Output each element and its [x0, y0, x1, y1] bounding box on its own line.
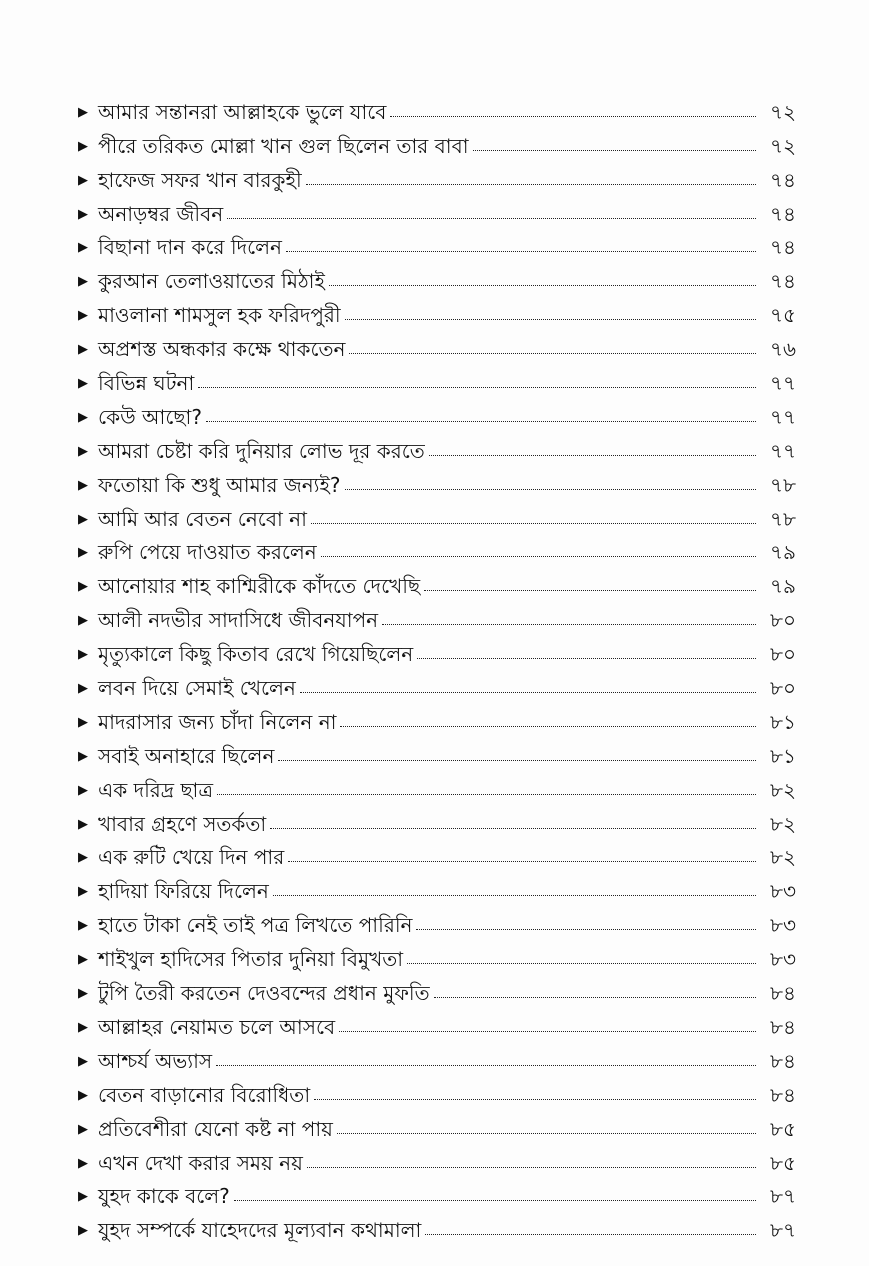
toc-entry [78, 698, 796, 732]
toc-entry [78, 257, 796, 294]
arrow-bullet-icon: ▶ [78, 274, 88, 290]
toc-entry-title: লবন দিয়ে সেমাই খেলেন [98, 676, 296, 701]
toc-entry-title: প্রতিবেশীরা যেনো কষ্ট না পায় [98, 1116, 333, 1141]
toc-entry [78, 224, 796, 258]
toc-entry-page-number: ৮০ [770, 608, 796, 633]
toc-entry-page-number: ৭৬ [769, 337, 796, 362]
dotted-leader [340, 726, 756, 727]
arrow-bullet-icon: ▶ [78, 1155, 88, 1171]
arrow-bullet-icon: ▶ [78, 138, 88, 154]
arrow-bullet-icon: ▶ [78, 240, 88, 256]
toc-entry [78, 291, 796, 328]
arrow-bullet-icon: ▶ [78, 1121, 88, 1137]
arrow-bullet-icon: ▶ [78, 1019, 88, 1035]
toc-entry-page-number: ৮৪ [770, 1048, 796, 1073]
dotted-leader [273, 895, 756, 896]
toc-entry-title: মৃত্যুকালে কিছু কিতাব রেখে গিয়েছিলেন [98, 642, 414, 667]
toc-entry-title: পীরে তরিকত মোল্লা খান গুল ছিলেন তার বাবা [98, 133, 469, 158]
toc-entry-title: আমি আর বেতন নেবো না [98, 506, 307, 531]
toc-entry-title: এখন দেখা করার সময় নয় [98, 1150, 303, 1175]
arrow-bullet-icon: ▶ [78, 1087, 88, 1103]
toc-entry [78, 562, 796, 599]
toc-entry-title: এক রুটি খেয়ে দিন পার [98, 845, 285, 870]
toc-entry [78, 800, 796, 834]
toc-entry-title: এক দরিদ্র ছাত্র [98, 777, 214, 802]
arrow-bullet-icon: ▶ [78, 986, 88, 1002]
toc-entry-page-number: ৭৪ [770, 235, 796, 260]
toc-entry-page-number: ৭৮ [770, 506, 796, 531]
toc-entry-page-number: ৭৪ [770, 167, 796, 192]
toc-entry [78, 630, 796, 667]
dotted-leader [321, 556, 756, 557]
toc-entry-title: আনোয়ার শাহ কাশ্মিরীকে কাঁদতে দেখেছি [98, 574, 421, 599]
toc-entry-page-number: ৭৫ [770, 303, 796, 328]
dotted-leader [217, 794, 756, 795]
arrow-bullet-icon: ▶ [78, 545, 88, 561]
toc-entry [78, 867, 796, 904]
arrow-bullet-icon: ▶ [78, 952, 88, 968]
toc-entry-title: অনাড়ম্বর জীবন [98, 201, 224, 226]
dotted-leader [278, 760, 756, 761]
toc-entry-page-number: ৮৭ [770, 1184, 796, 1209]
dotted-leader [307, 1167, 756, 1168]
toc-entry [78, 834, 796, 868]
toc-entry-page-number: ৮০ [770, 642, 796, 667]
dotted-leader [416, 929, 756, 930]
arrow-bullet-icon: ▶ [78, 206, 88, 222]
arrow-bullet-icon: ▶ [78, 748, 88, 764]
toc-entry [78, 766, 796, 800]
dotted-leader [314, 1099, 756, 1100]
dotted-leader [300, 692, 756, 693]
arrow-bullet-icon: ▶ [78, 816, 88, 832]
toc-entry-page-number: ৭৭ [769, 438, 796, 463]
toc-entry-title: কুরআন তেলাওয়াতের মিঠাই [98, 269, 325, 294]
dotted-leader [349, 353, 756, 354]
toc-entry-page-number: ৮৩ [770, 947, 796, 972]
dotted-leader [429, 455, 756, 456]
toc-entry-page-number: ৭৮ [770, 472, 796, 497]
toc-entry-title: বিভিন্ন ঘটনা [98, 371, 195, 396]
dotted-leader [407, 963, 756, 964]
dotted-leader [270, 828, 756, 829]
toc-entry [78, 529, 796, 563]
dotted-leader [306, 184, 756, 185]
dotted-leader [227, 218, 756, 219]
dotted-leader [286, 251, 756, 252]
arrow-bullet-icon: ▶ [78, 409, 88, 425]
toc-entry-page-number: ৮৪ [770, 1082, 796, 1107]
toc-entry-title: টুপি তৈরী করতেন দেওবন্দের প্রধান মুফতি [98, 981, 430, 1006]
arrow-bullet-icon: ▶ [78, 579, 88, 595]
toc-entry [78, 122, 796, 156]
toc-entry-page-number: ৮১ [770, 743, 796, 768]
toc-entry-title: হাদিয়া ফিরিয়ে দিলেন [98, 879, 269, 904]
toc-entry [78, 495, 796, 529]
toc-entry [78, 1003, 796, 1037]
toc-entry-title: খাবার গ্রহণে সতর্কতা [98, 811, 267, 836]
toc-entry [78, 1173, 796, 1207]
dotted-leader [424, 590, 756, 591]
dotted-leader [216, 1065, 756, 1066]
toc-entry [78, 393, 796, 427]
toc-entry-page-number: ৮২ [770, 777, 796, 802]
toc-entry [78, 156, 796, 190]
dotted-leader [329, 285, 756, 286]
toc-entry-page-number: ৮৪ [770, 981, 796, 1006]
toc-entry-page-number: ৮৩ [770, 913, 796, 938]
dotted-leader [339, 1031, 756, 1032]
toc-entry-title: কেউ আছো? [98, 404, 202, 429]
toc-entry-title: আমরা চেষ্টা করি দুনিয়ার লোভ দূর করতে [98, 438, 425, 463]
toc-entry-page-number: ৮৫ [770, 1116, 796, 1141]
dotted-leader [345, 319, 756, 320]
arrow-bullet-icon: ▶ [78, 681, 88, 697]
dotted-leader [234, 1200, 756, 1201]
dotted-leader [390, 116, 756, 117]
dotted-leader [382, 624, 756, 625]
toc-entry-title: শাইখুল হাদিসের পিতার দুনিয়া বিমুখতা [98, 947, 404, 972]
dotted-leader [345, 489, 757, 490]
toc-entry [78, 1139, 796, 1173]
toc-entry-page-number: ৭৯ [770, 540, 796, 565]
toc-entry-title: সবাই অনাহারে ছিলেন [98, 743, 275, 768]
arrow-bullet-icon: ▶ [78, 782, 88, 798]
toc-entry-page-number: ৮৪ [770, 1014, 796, 1039]
dotted-leader [417, 658, 756, 659]
toc-entry-page-number: ৮২ [770, 811, 796, 836]
dotted-leader [473, 150, 756, 151]
toc-entry-page-number: ৮৫ [770, 1150, 796, 1175]
toc-entry [78, 969, 796, 1006]
arrow-bullet-icon: ▶ [78, 477, 88, 493]
arrow-bullet-icon: ▶ [78, 647, 88, 663]
toc-entry [78, 1037, 796, 1071]
toc-entry-title: আমার সন্তানরা আল্লাহকে ভুলে যাবে [98, 99, 387, 124]
toc-entry [78, 1105, 796, 1139]
dotted-leader [425, 1234, 756, 1235]
arrow-bullet-icon: ▶ [78, 308, 88, 324]
toc-entry [78, 1071, 796, 1105]
toc-entry [78, 359, 796, 396]
table-of-contents [78, 88, 796, 1243]
arrow-bullet-icon: ▶ [78, 714, 88, 730]
toc-entry [78, 664, 796, 701]
toc-entry [78, 190, 796, 224]
arrow-bullet-icon: ▶ [78, 1053, 88, 1069]
toc-entry [78, 935, 796, 972]
toc-entry-title: বেতন বাড়ানোর বিরোধিতা [98, 1082, 311, 1107]
toc-entry [78, 427, 796, 461]
toc-entry-page-number: ৭৪ [770, 201, 796, 226]
arrow-bullet-icon: ▶ [78, 342, 88, 358]
toc-entry-page-number: ৮৭ [770, 1218, 796, 1243]
arrow-bullet-icon: ▶ [78, 511, 88, 527]
toc-entry-title: হাতে টাকা নেই তাই পত্র লিখতে পারিনি [98, 913, 413, 938]
toc-entry-page-number: ৮০ [770, 676, 796, 701]
toc-entry-page-number: ৮২ [770, 845, 796, 870]
arrow-bullet-icon: ▶ [78, 884, 88, 900]
arrow-bullet-icon: ▶ [78, 918, 88, 934]
dotted-leader [311, 523, 756, 524]
toc-entry [78, 732, 796, 766]
dotted-leader [198, 387, 756, 388]
dotted-leader [434, 997, 756, 998]
toc-entry-title: যুহদ সম্পর্কে যাহেদদের মূল্যবান কথামালা [98, 1218, 422, 1243]
toc-entry-title: আল্লাহর নেয়ামত চলে আসবে [98, 1014, 336, 1039]
toc-entry-title: আশ্চর্য অভ্যাস [98, 1048, 213, 1073]
toc-entry-title: মাওলানা শামসুল হক ফরিদপুরী [98, 303, 341, 328]
toc-entry [78, 596, 796, 633]
arrow-bullet-icon: ▶ [78, 850, 88, 866]
toc-entry-page-number: ৭৪ [770, 269, 796, 294]
toc-entry-title: বিছানা দান করে দিলেন [98, 235, 282, 260]
toc-entry-title: আলী নদভীর সাদাসিধে জীবনযাপন [98, 608, 379, 633]
toc-entry-title: ফতোয়া কি শুধু আমার জন্যই? [98, 472, 341, 497]
toc-entry [78, 901, 796, 938]
toc-entry-page-number: ৮১ [770, 709, 796, 734]
dotted-leader [337, 1133, 756, 1134]
toc-entry-title: যুহদ কাকে বলে? [98, 1184, 230, 1209]
toc-entry-title: রুপি পেয়ে দাওয়াত করলেন [98, 540, 317, 565]
toc-entry [78, 325, 796, 362]
toc-entry [78, 461, 796, 495]
toc-entry-page-number: ৭২ [769, 99, 796, 124]
toc-entry-page-number: ৭৯ [770, 574, 796, 599]
toc-entry-title: হাফেজ সফর খান বারকুহী [98, 167, 302, 192]
arrow-bullet-icon: ▶ [78, 172, 88, 188]
arrow-bullet-icon: ▶ [78, 376, 88, 392]
arrow-bullet-icon: ▶ [78, 1189, 88, 1205]
arrow-bullet-icon: ▶ [78, 1223, 88, 1239]
toc-entry-title: অপ্রশস্ত অন্ধকার কক্ষে থাকতেন [98, 337, 346, 362]
toc-entry [78, 1206, 796, 1243]
toc-entry-page-number: ৭৭ [769, 404, 796, 429]
toc-entry-page-number: ৭৭ [769, 371, 796, 396]
arrow-bullet-icon: ▶ [78, 104, 88, 120]
toc-entry-page-number: ৮৩ [770, 879, 796, 904]
toc-entry-title: মাদরাসার জন্য চাঁদা নিলেন না [98, 709, 337, 734]
dotted-leader [206, 421, 756, 422]
toc-entry-page-number: ৭২ [769, 133, 796, 158]
toc-entry [78, 88, 796, 122]
arrow-bullet-icon: ▶ [78, 443, 88, 459]
dotted-leader [288, 861, 756, 862]
arrow-bullet-icon: ▶ [78, 613, 88, 629]
